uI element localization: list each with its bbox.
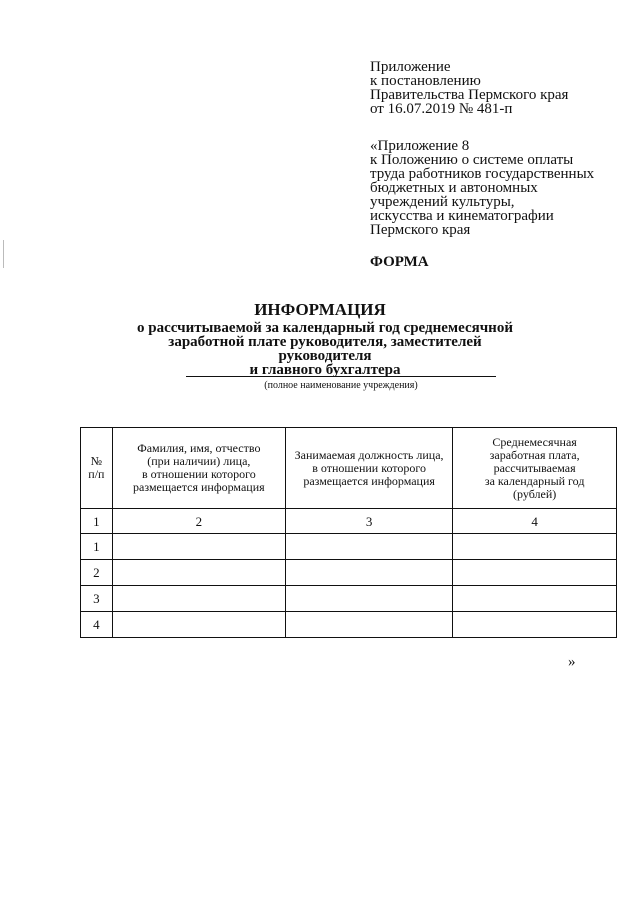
information-table [80,427,617,638]
cell-name[interactable] [112,612,285,638]
column-number-row [81,509,617,534]
form-label: ФОРМА [370,254,429,270]
row-number: 3 [81,586,113,612]
cell-position[interactable] [285,560,452,586]
column-number: 2 [112,509,285,534]
table-row [81,560,617,586]
table-row [81,612,617,638]
document-title: ИНФОРМАЦИЯ [254,300,386,319]
header-number: № п/п [81,428,113,509]
appendix-reference: Приложение к постановлению Правительства Пермского края от 16.07.2019 № 481-п [370,59,569,117]
row-number: 2 [81,560,113,586]
cell-salary[interactable] [453,586,617,612]
scan-margin-mark [3,240,4,268]
table-row [81,586,617,612]
document-subtitle: о рассчитываемой за календарный год среднемесячной заработной плате руководителя, заместителей руководителя и главного бухгалтера [137,320,513,378]
cell-name[interactable] [112,560,285,586]
institution-name-line [186,376,496,377]
cell-salary[interactable] [453,560,617,586]
appendix-8-reference: «Приложение 8 к Положению о системе оплаты труда работников государственных бюджетных и автономных учреждений культуры, искусства и кинематографии Пермского края [370,138,595,238]
table-header-row [81,428,617,509]
cell-name[interactable] [112,534,285,560]
header-full-name: Фамилия, имя, отчество (при наличии) лица, в отношении которого размещается информация [112,428,285,509]
header-position: Занимаемая должность лица, в отношении которого размещается информация [285,428,452,509]
row-number: 1 [81,534,113,560]
cell-salary[interactable] [453,534,617,560]
cell-name[interactable] [112,586,285,612]
cell-salary[interactable] [453,612,617,638]
column-number: 3 [285,509,452,534]
header-average-salary: Среднемесячная заработная плата, рассчитываемая за календарный год (рублей) [453,428,617,509]
cell-position[interactable] [285,612,452,638]
cell-position[interactable] [285,534,452,560]
table-row [81,534,617,560]
institution-name-caption: (полное наименование учреждения) [264,380,418,391]
column-number: 1 [81,509,113,534]
column-number: 4 [453,509,617,534]
row-number: 4 [81,612,113,638]
closing-quote: » [568,654,576,670]
cell-position[interactable] [285,586,452,612]
